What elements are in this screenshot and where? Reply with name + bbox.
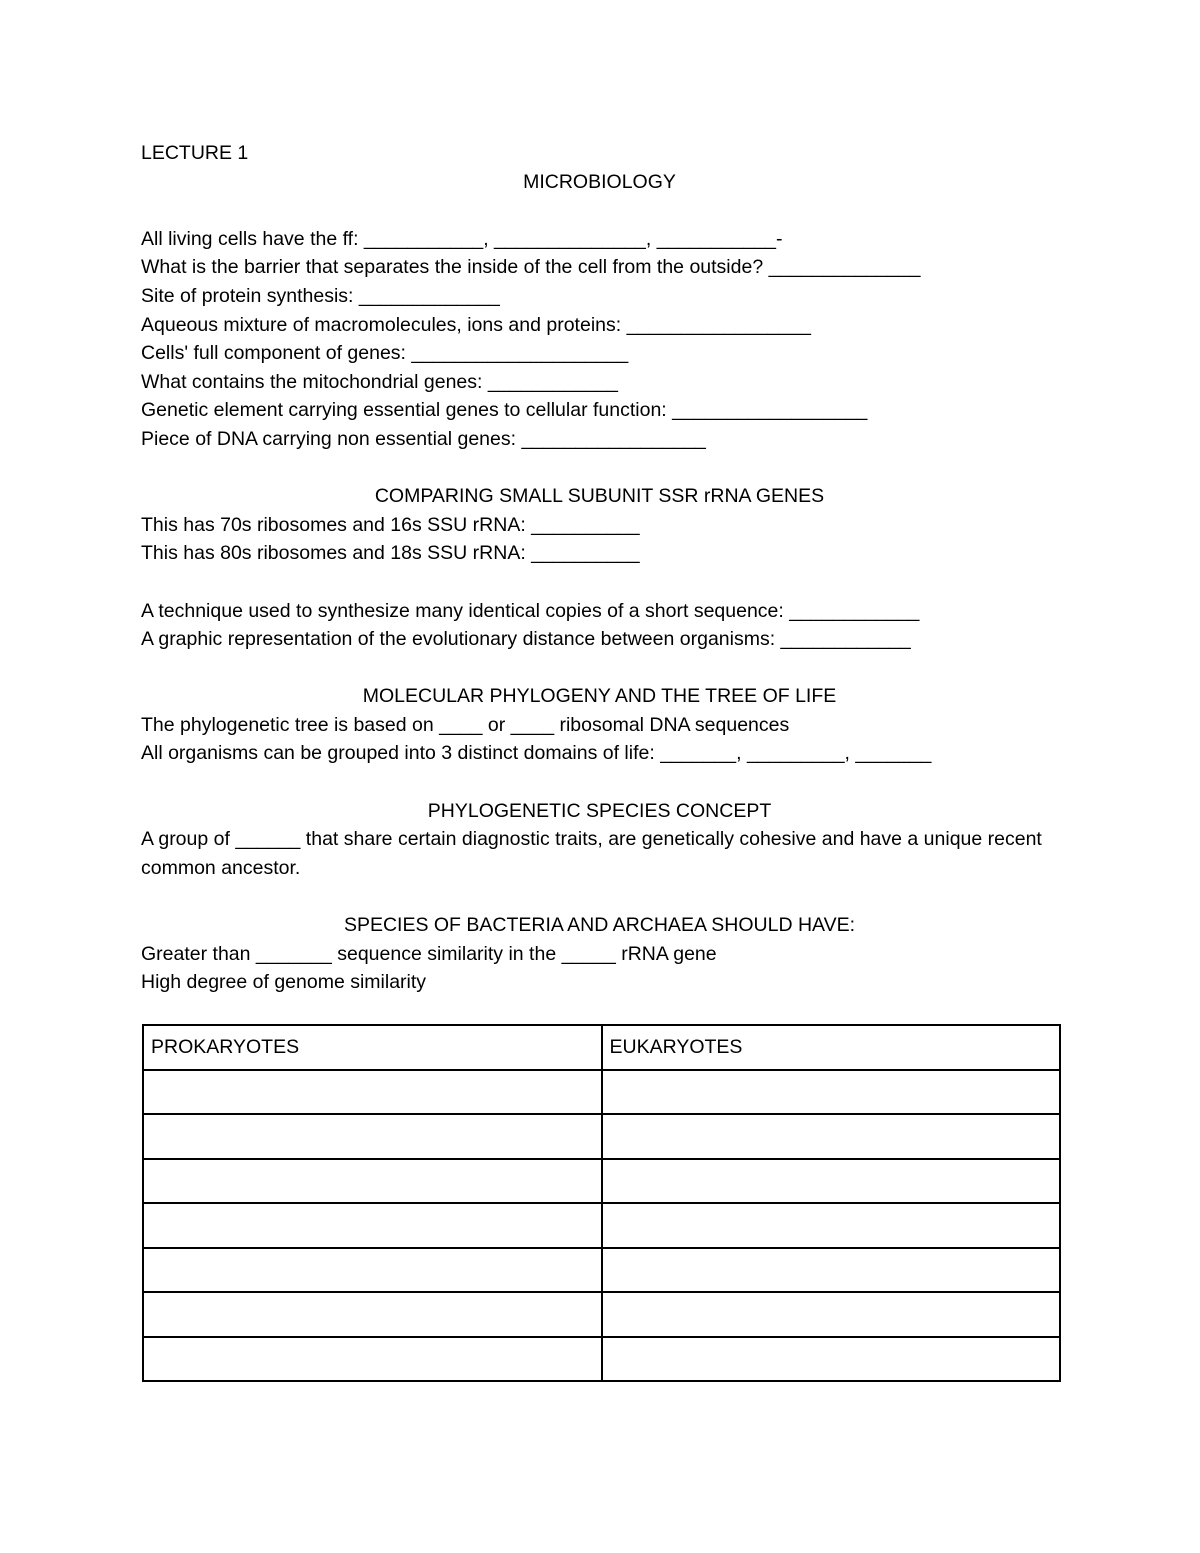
question-line: A technique used to synthesize many identical copies of a short sequence: ____________ — [141, 599, 920, 622]
table-row — [143, 1337, 1060, 1382]
question-line: Aqueous mixture of macromolecules, ions and proteins: _________________ — [141, 313, 811, 336]
question-line: The phylogenetic tree is based on ____ or ____ ribosomal DNA sequences — [141, 713, 790, 736]
question-line: A graphic representation of the evolutionary distance between organisms: ____________ — [141, 628, 911, 651]
section-heading-ssu: COMPARING SMALL SUBUNIT SSR rRNA GENES — [374, 485, 825, 508]
table-header-row — [143, 1025, 1060, 1070]
comparison-table — [142, 1024, 1061, 1382]
spacer — [141, 768, 1061, 797]
table-cell — [602, 1070, 1061, 1115]
question-line: Cells' full component of genes: ____________________ — [141, 342, 629, 365]
column-header-eukaryotes: EUKARYOTES — [602, 1025, 1061, 1070]
question-line: What is the barrier that separates the inside of the cell from the outside? ______________ — [141, 256, 921, 279]
spacer — [141, 654, 1061, 683]
table-cell — [143, 1292, 602, 1337]
question-line: Site of protein synthesis: _____________ — [141, 284, 500, 307]
question-line: All living cells have the ff: ___________, ______________, ___________- — [141, 227, 783, 250]
section-heading-phylogeny: MOLECULAR PHYLOGENY AND THE TREE OF LIFE — [362, 685, 837, 708]
question-line: Genetic element carrying essential genes to cellular function: __________________ — [141, 399, 868, 422]
lecture-label: LECTURE 1 — [141, 142, 249, 164]
question-line: This has 80s ribosomes and 18s SSU rRNA: __________ — [141, 542, 640, 565]
table-row — [143, 1248, 1060, 1293]
question-paragraph: A group of ______ that share certain diagnostic traits, are genetically cohesive and have a unique recent common ancestor. — [141, 828, 1042, 879]
question-line: Piece of DNA carrying non essential genes: _________________ — [141, 427, 706, 450]
table-row — [143, 1292, 1060, 1337]
table-cell — [602, 1337, 1061, 1382]
question-line: Greater than _______ sequence similarity in the _____ rRNA gene — [141, 942, 717, 965]
table-cell — [602, 1203, 1061, 1248]
page-title: MICROBIOLOGY — [523, 170, 676, 193]
question-line: All organisms can be grouped into 3 distinct domains of life: _______, _________, _______ — [141, 742, 932, 765]
section-heading-bacteria-archaea: SPECIES OF BACTERIA AND ARCHAEA SHOULD HAVE: — [343, 914, 856, 937]
table-cell — [143, 1248, 602, 1293]
spacer — [141, 568, 1061, 597]
section-heading-species-concept: PHYLOGENETIC SPECIES CONCEPT — [427, 799, 772, 822]
spacer — [141, 196, 1061, 225]
table-cell — [602, 1159, 1061, 1204]
table-cell — [602, 1292, 1061, 1337]
table-cell — [143, 1203, 602, 1248]
table-row — [143, 1203, 1060, 1248]
table-row — [143, 1114, 1060, 1159]
statement-line: High degree of genome similarity — [141, 971, 427, 994]
spacer — [141, 882, 1061, 911]
table-row — [143, 1159, 1060, 1204]
table-cell — [143, 1337, 602, 1382]
column-header-prokaryotes: PROKARYOTES — [143, 1025, 602, 1070]
table-cell — [143, 1114, 602, 1159]
question-line: This has 70s ribosomes and 16s SSU rRNA: __________ — [141, 513, 640, 536]
table-cell — [143, 1070, 602, 1115]
spacer — [141, 454, 1061, 483]
table-cell — [602, 1248, 1061, 1293]
table-cell — [602, 1114, 1061, 1159]
question-line: What contains the mitochondrial genes: ____________ — [141, 370, 618, 393]
table-row — [143, 1070, 1060, 1115]
worksheet-page — [141, 139, 1061, 997]
table-cell — [143, 1159, 602, 1204]
